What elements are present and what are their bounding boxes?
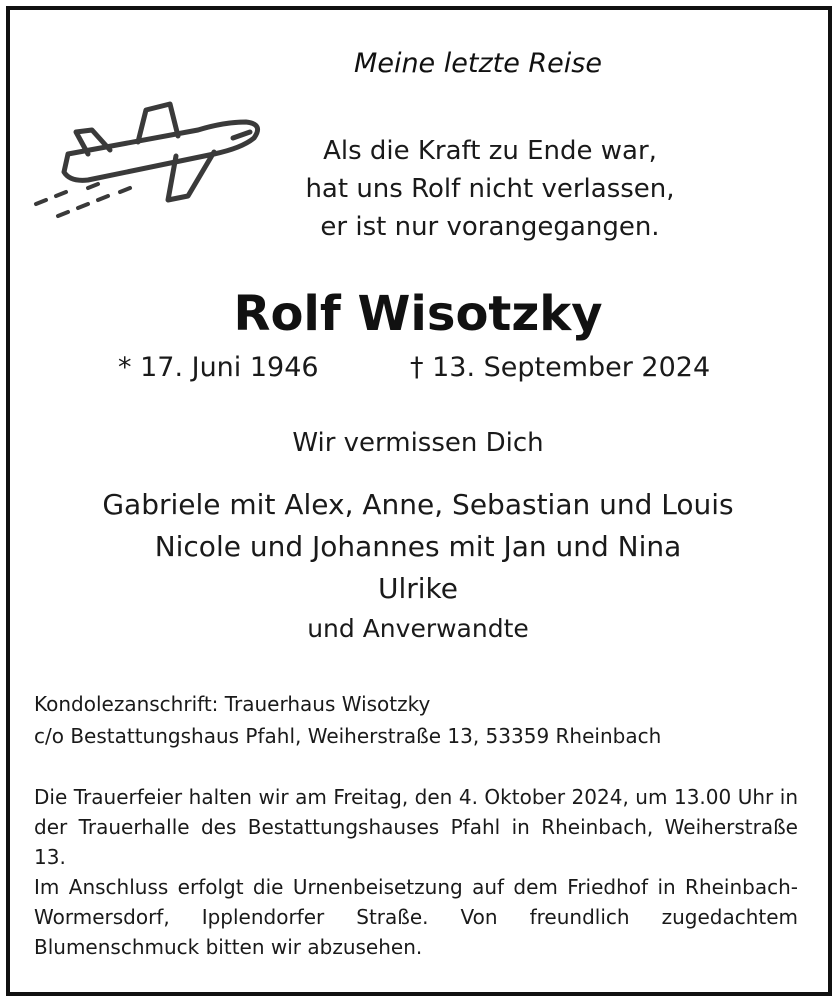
verse-line: Als die Kraft zu Ende war,: [323, 136, 657, 166]
family-line: Nicole und Johannes mit Jan und Nina: [154, 530, 682, 563]
airplane-icon: [28, 92, 288, 222]
verse-line: er ist nur vorangegangen.: [320, 212, 660, 242]
death-date: † 13. September 2024: [410, 352, 711, 383]
birth-date: * 17. Juni 1946: [118, 352, 319, 383]
family-list: [0, 484, 836, 610]
family-line: Ulrike: [377, 572, 458, 605]
verse: [250, 132, 730, 246]
ceremony-info: [34, 782, 798, 962]
condolence-address: [34, 688, 661, 752]
burial-paragraph: Im Anschluss erfolgt die Urnenbeisetzung auf dem Friedhof in Rheinbach-Wormersdorf, Ipplendorfer Straße. Von freundlich zugedachtem Blumenschmuck bitten wir abzusehen.: [34, 875, 798, 959]
verse-line: hat uns Rolf nicht verlassen,: [305, 174, 675, 204]
ceremony-paragraph: Die Trauerfeier halten wir am Freitag, den 4. Oktober 2024, um 13.00 Uhr in der Trauerhalle des Bestattungshauses Pfahl in Rheinbach, Weiherstraße 13.: [34, 785, 798, 869]
relatives-line: und Anverwandte: [307, 614, 529, 643]
address-line: c/o Bestattungshaus Pfahl, Weiherstraße 13, 53359 Rheinbach: [34, 724, 662, 748]
family-line: Gabriele mit Alex, Anne, Sebastian und Louis: [102, 488, 734, 521]
address-line: Kondolezanschrift: Trauerhaus Wisotzky: [34, 692, 431, 716]
deceased-name: Rolf Wisotzky: [233, 286, 603, 342]
headline: Meine letzte Reise: [354, 48, 602, 79]
miss-line: Wir vermissen Dich: [292, 428, 544, 458]
